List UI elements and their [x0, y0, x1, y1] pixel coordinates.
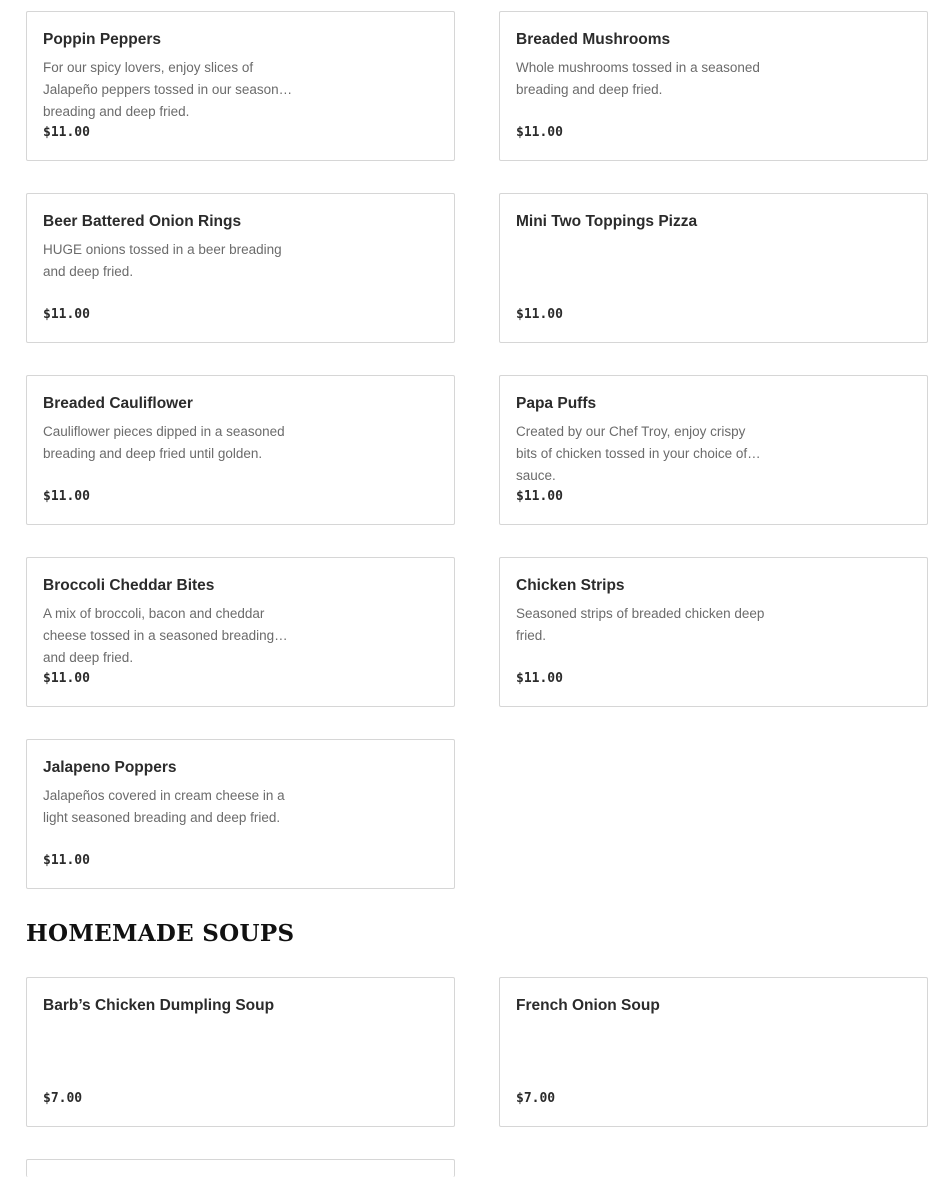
- menu-item-name: Poppin Peppers: [43, 31, 161, 48]
- menu-item-price: $7.00: [43, 1091, 83, 1106]
- menu-item-description: Jalapeños covered in cream cheese in a light seasoned breading and deep fried.: [43, 788, 285, 825]
- menu-item-name: Jalapeno Poppers: [43, 759, 177, 776]
- menu-item-name: Broccoli Cheddar Bites: [43, 577, 215, 594]
- menu-item-description: A mix of broccoli, bacon and cheddar cheese tossed in a seasoned breading and deep fried.: [43, 606, 275, 665]
- menu-item-card[interactable]: [26, 557, 455, 707]
- menu-item-description: For our spicy lovers, enjoy slices of Jalapeño peppers tossed in our seasoned breading and deep fried.: [43, 60, 294, 119]
- menu-item-description: Cauliflower pieces dipped in a seasoned breading and deep fried until golden.: [43, 424, 285, 461]
- menu-item-name: Breaded Mushrooms: [516, 31, 671, 48]
- menu-item-description: Whole mushrooms tossed in a seasoned breading and deep fried.: [516, 60, 760, 97]
- menu-item-card[interactable]: [26, 375, 455, 525]
- menu-item-price: $11.00: [516, 671, 563, 686]
- menu-item-price: $7.00: [516, 1091, 556, 1106]
- menu-item-card[interactable]: [499, 193, 928, 343]
- menu-item-card-partial[interactable]: [26, 1159, 455, 1177]
- section-title-soups: HOMEMADE SOUPS: [26, 920, 295, 947]
- menu-item-price: $11.00: [43, 307, 90, 322]
- menu-item-price: $11.00: [43, 489, 90, 504]
- menu-item-name: Beer Battered Onion Rings: [43, 213, 242, 230]
- menu-item-card[interactable]: [499, 375, 928, 525]
- menu-item-name: Papa Puffs: [516, 395, 597, 412]
- menu-item-price: $11.00: [516, 489, 563, 504]
- menu-item-description: HUGE onions tossed in a beer breading and deep fried.: [43, 242, 282, 279]
- menu-item-card[interactable]: [26, 977, 455, 1127]
- menu-item-price: $11.00: [43, 853, 90, 868]
- menu-item-price: $11.00: [43, 125, 90, 140]
- menu-item-name: Mini Two Toppings Pizza: [516, 213, 698, 230]
- menu-item-name: Breaded Cauliflower: [43, 395, 193, 412]
- menu-item-price: $11.00: [516, 307, 563, 322]
- menu-item-card[interactable]: [499, 557, 928, 707]
- menu-item-card[interactable]: [26, 193, 455, 343]
- menu-item-name: Barb’s Chicken Dumpling Soup: [43, 997, 275, 1014]
- menu-item-card[interactable]: [26, 11, 455, 161]
- menu-item-price: $11.00: [516, 125, 563, 140]
- menu-item-price: $11.00: [43, 671, 90, 686]
- menu-item-card[interactable]: [499, 977, 928, 1127]
- menu-item-card[interactable]: [26, 739, 455, 889]
- menu-item-description: Seasoned strips of breaded chicken deep fried.: [516, 606, 765, 643]
- menu-item-description: Created by our Chef Troy, enjoy crispy bits of chicken tossed in your choice of sauce.: [516, 424, 748, 483]
- menu-item-name: Chicken Strips: [516, 577, 625, 594]
- menu-item-name: French Onion Soup: [516, 997, 660, 1014]
- menu-item-card[interactable]: [499, 11, 928, 161]
